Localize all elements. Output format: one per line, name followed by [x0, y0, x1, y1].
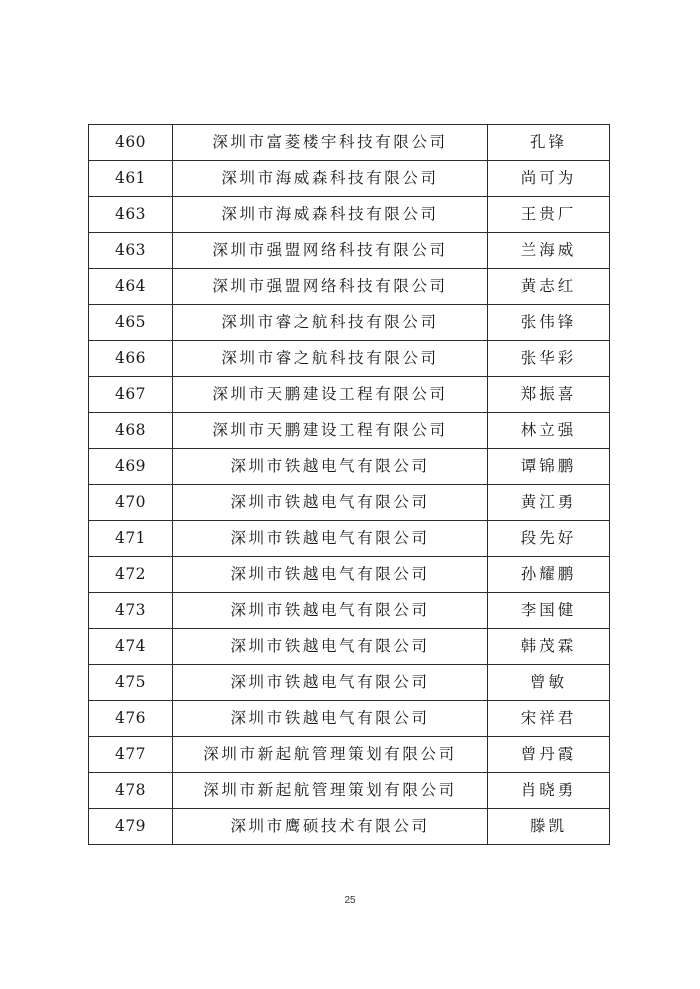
row-number-cell: 463	[89, 233, 173, 269]
person-name-cell: 尚可为	[488, 161, 610, 197]
person-name-cell: 黄志红	[488, 269, 610, 305]
company-cell: 深圳市强盟网络科技有限公司	[173, 233, 488, 269]
row-number-cell: 474	[89, 629, 173, 665]
company-cell: 深圳市天鹏建设工程有限公司	[173, 377, 488, 413]
table-row	[89, 449, 610, 485]
company-cell: 深圳市铁越电气有限公司	[173, 485, 488, 521]
person-name-cell: 兰海威	[488, 233, 610, 269]
company-cell: 深圳市睿之航科技有限公司	[173, 341, 488, 377]
table-row	[89, 629, 610, 665]
row-number-cell: 478	[89, 773, 173, 809]
row-number-cell: 467	[89, 377, 173, 413]
table-row	[89, 305, 610, 341]
table-row	[89, 269, 610, 305]
person-name-cell: 张华彩	[488, 341, 610, 377]
table-row	[89, 665, 610, 701]
person-name-cell: 黄江勇	[488, 485, 610, 521]
person-name-cell: 段先好	[488, 521, 610, 557]
row-number-cell: 460	[89, 125, 173, 161]
row-number-cell: 479	[89, 809, 173, 845]
row-number-cell: 461	[89, 161, 173, 197]
roster-table-body	[89, 125, 610, 845]
row-number-cell: 470	[89, 485, 173, 521]
row-number-cell: 466	[89, 341, 173, 377]
row-number-cell: 464	[89, 269, 173, 305]
table-row	[89, 557, 610, 593]
company-cell: 深圳市铁越电气有限公司	[173, 521, 488, 557]
company-cell: 深圳市铁越电气有限公司	[173, 557, 488, 593]
table-row	[89, 161, 610, 197]
row-number-cell: 468	[89, 413, 173, 449]
company-cell: 深圳市新起航管理策划有限公司	[173, 737, 488, 773]
person-name-cell: 孔锋	[488, 125, 610, 161]
row-number-cell: 476	[89, 701, 173, 737]
row-number-cell: 473	[89, 593, 173, 629]
person-name-cell: 曾敏	[488, 665, 610, 701]
row-number-cell: 477	[89, 737, 173, 773]
person-name-cell: 曾丹霞	[488, 737, 610, 773]
company-cell: 深圳市铁越电气有限公司	[173, 629, 488, 665]
person-name-cell: 李国健	[488, 593, 610, 629]
person-name-cell: 韩茂霖	[488, 629, 610, 665]
row-number-cell: 475	[89, 665, 173, 701]
company-cell: 深圳市海威森科技有限公司	[173, 161, 488, 197]
row-number-cell: 469	[89, 449, 173, 485]
person-name-cell: 肖晓勇	[488, 773, 610, 809]
table-row	[89, 233, 610, 269]
company-cell: 深圳市铁越电气有限公司	[173, 665, 488, 701]
table-row	[89, 485, 610, 521]
table-row	[89, 809, 610, 845]
page-number: 25	[344, 895, 356, 906]
company-cell: 深圳市鹰硕技术有限公司	[173, 809, 488, 845]
row-number-cell: 463	[89, 197, 173, 233]
table-row	[89, 701, 610, 737]
company-cell: 深圳市新起航管理策划有限公司	[173, 773, 488, 809]
row-number-cell: 465	[89, 305, 173, 341]
company-cell: 深圳市富菱楼宇科技有限公司	[173, 125, 488, 161]
roster-table	[88, 124, 610, 845]
person-name-cell: 孙耀鹏	[488, 557, 610, 593]
person-name-cell: 宋祥君	[488, 701, 610, 737]
table-row	[89, 413, 610, 449]
row-number-cell: 471	[89, 521, 173, 557]
table-row	[89, 197, 610, 233]
table-row	[89, 341, 610, 377]
company-cell: 深圳市天鹏建设工程有限公司	[173, 413, 488, 449]
company-cell: 深圳市海威森科技有限公司	[173, 197, 488, 233]
person-name-cell: 谭锦鹏	[488, 449, 610, 485]
table-row	[89, 521, 610, 557]
table-row	[89, 377, 610, 413]
person-name-cell: 郑振喜	[488, 377, 610, 413]
table-row	[89, 737, 610, 773]
company-cell: 深圳市睿之航科技有限公司	[173, 305, 488, 341]
table-row	[89, 593, 610, 629]
person-name-cell: 滕凯	[488, 809, 610, 845]
row-number-cell: 472	[89, 557, 173, 593]
company-cell: 深圳市强盟网络科技有限公司	[173, 269, 488, 305]
table-row	[89, 125, 610, 161]
person-name-cell: 林立强	[488, 413, 610, 449]
person-name-cell: 王贵厂	[488, 197, 610, 233]
table-row	[89, 773, 610, 809]
company-cell: 深圳市铁越电气有限公司	[173, 701, 488, 737]
company-cell: 深圳市铁越电气有限公司	[173, 593, 488, 629]
person-name-cell: 张伟锋	[488, 305, 610, 341]
company-cell: 深圳市铁越电气有限公司	[173, 449, 488, 485]
